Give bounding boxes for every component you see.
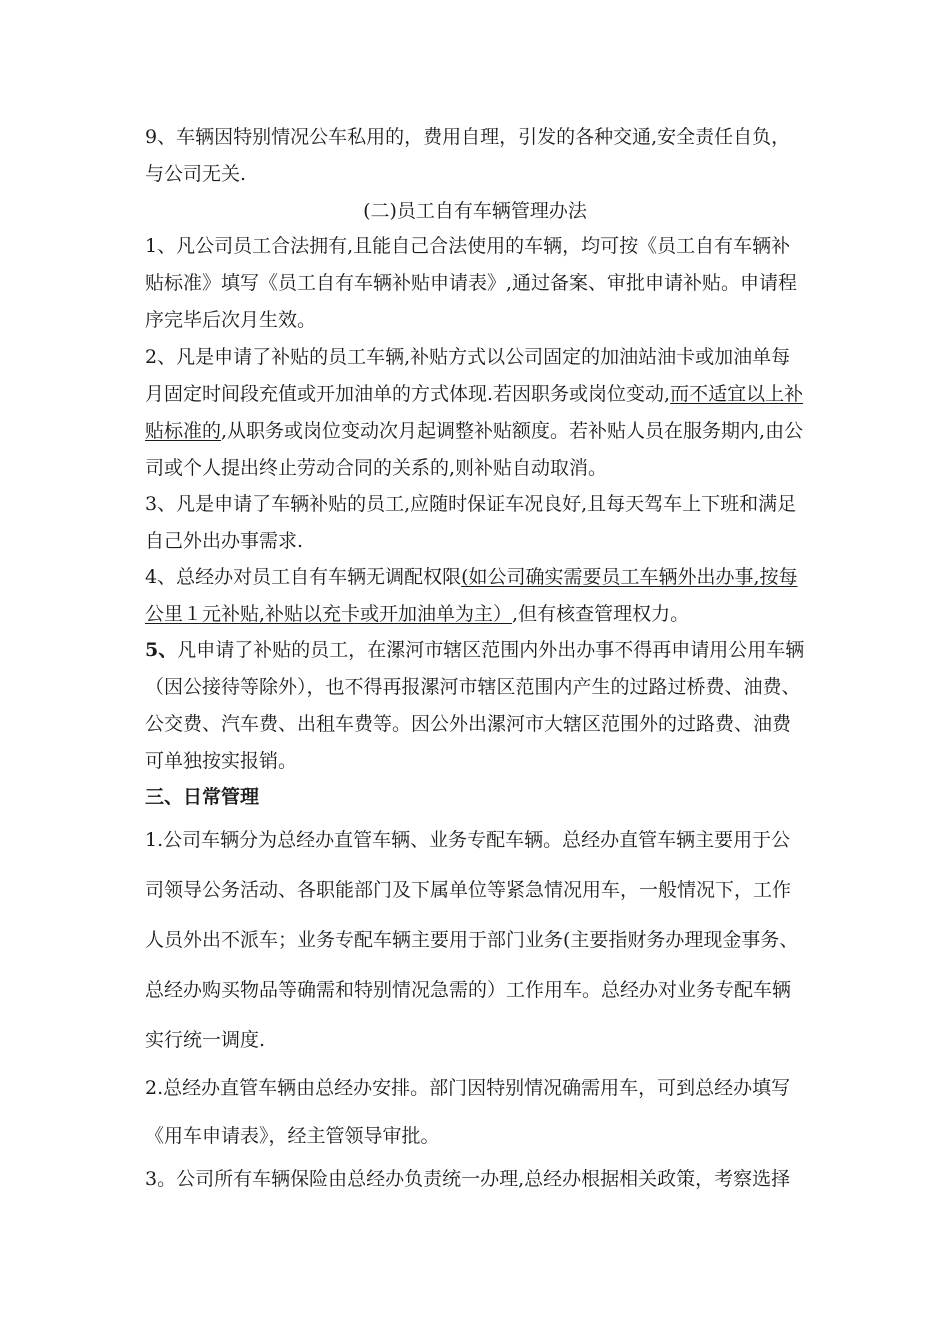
text-line (145, 418, 803, 444)
text-line: 9、车辆因特别情况公车私用的，费用自理，引发的各种交通,安全责任自负， (145, 126, 791, 148)
text-line (145, 564, 798, 590)
underlined-text: 而不适宜以上补 (670, 383, 804, 405)
text-run: 凡申请了补贴的员工，在漯河市辖区范围内外出办事不得再申请用公用车辆 (177, 639, 805, 661)
underlined-text: 公里１元补贴,补贴以充卡或开加油单为主） (145, 603, 513, 625)
text-line: 1.公司车辆分为总经办直管车辆、业务专配车辆。总经办直管车辆主要用于公 (145, 829, 791, 851)
text-run: 月固定时间段充值或开加油单的方式体现.若因职务或岗位变动, (145, 383, 671, 405)
text-run: ,但有核查管理权力。 (512, 603, 690, 625)
text-line: 3。公司所有车辆保险由总经办负责统一办理,总经办根据相关政策，考察选择 (145, 1168, 791, 1190)
text-line: 《用车申请表》，经主管领导审批。 (145, 1125, 440, 1147)
section-heading: 三、日常管理 (145, 786, 260, 808)
underlined-text: 贴标准的 (145, 420, 222, 442)
text-line: 1、凡公司员工合法拥有,且能自己合法使用的车辆，均可按《员工自有车辆补 (145, 235, 791, 257)
text-line: 人员外出不派车；业务专配车辆主要用于部门业务(主要指财务办理现金事务、 (145, 929, 799, 951)
text-line (145, 381, 803, 407)
text-run: 4、总经办对员工自有车辆无调配权限 (145, 566, 462, 588)
text-line: 与公司无关. (145, 163, 247, 185)
text-line: 司领导公务活动、各职能部门及下属单位等紧急情况用车，一般情况下，工作 (145, 879, 792, 901)
text-line: 司或个人提出终止劳动合同的关系的,则补贴自动取消。 (145, 457, 608, 479)
text-line: 2、凡是申请了补贴的员工车辆,补贴方式以公司固定的加油站油卡或加油单每 (145, 346, 791, 368)
text-line: 自己外出办事需求. (145, 530, 304, 552)
text-line: 公交费、汽车费、出租车费等。因公外出漯河市大辖区范围外的过路费、油费 (145, 713, 792, 735)
text-run: ,从职务或岗位变动次月起调整补贴额度。若补贴人员在服务期内,由公 (221, 420, 804, 442)
text-line (145, 601, 689, 627)
text-line: 序完毕后次月生效。 (145, 309, 317, 331)
text-line: 总经办购买物品等确需和特别情况急需的）工作用车。总经办对业务专配车辆 (145, 979, 792, 1001)
text-line: 可单独按实报销。 (145, 750, 298, 772)
underlined-text: (如公司确实需要员工车辆外出办事,按每 (461, 566, 798, 588)
text-line: （因公接待等除外），也不得再报漯河市辖区范围内产生的过路过桥费、油费、 (145, 676, 801, 698)
section-heading: (二)员工自有车辆管理办法 (363, 200, 587, 222)
text-line: 3、凡是申请了车辆补贴的员工,应随时保证车况良好,且每天驾车上下班和满足 (145, 493, 797, 515)
item-number: 5、 (145, 639, 178, 661)
text-line: 贴标准》填写《员工自有车辆补贴申请表》,通过备案、审批申请补贴。申请程 (145, 272, 798, 294)
text-line (145, 637, 804, 663)
text-line: 实行统一调度. (145, 1029, 266, 1051)
text-line: 2.总经办直管车辆由总经办安排。部门因特别情况确需用车，可到总经办填写 (145, 1077, 791, 1099)
